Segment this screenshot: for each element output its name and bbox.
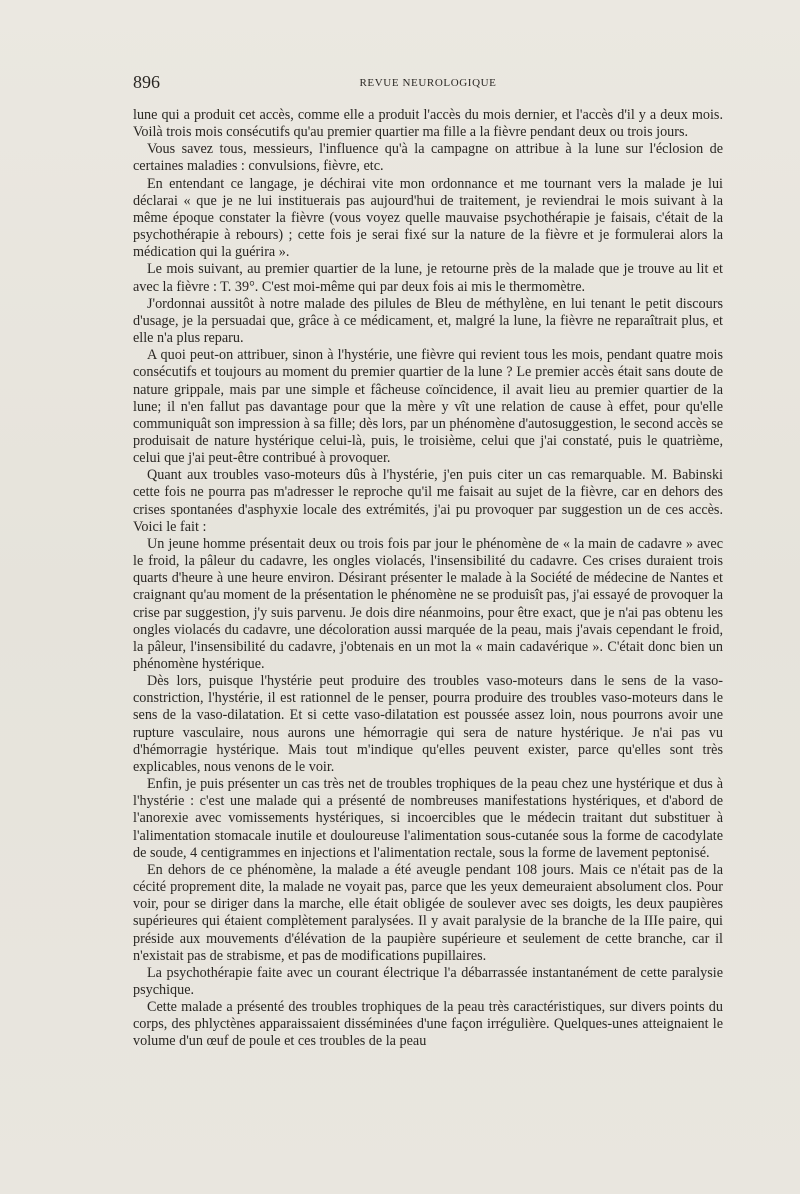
paragraph: Le mois suivant, au premier quartier de la lune, je retourne près de la malade que je trouve au lit et avec la fièvre : T. 39°. C'est moi-même qui par deux fois ai mis le thermomètre. xyxy=(133,261,723,295)
page-number: 896 xyxy=(133,72,160,92)
paragraph: En dehors de ce phénomène, la malade a été aveugle pendant 108 jours. Mais ce n'était pas de la cécité proprement dite, la malade ne voyait pas, parce que les yeux demeuraient absolument clos. Pour voir, pour se diriger dans la marche, elle était obligée de soulever avec ses doigts, les deux paupières supérieures qui étaient complètement paralysées. Il y avait paralysie de la branche de la IIIe paire, qui préside aux mouvements d'élévation de la paupière supérieure et seulement de cette branche, car il n'existait pas de strabisme, et pas de modifications pupillaires. xyxy=(133,861,723,964)
paragraph: Quant aux troubles vaso-moteurs dûs à l'hystérie, j'en puis citer un cas remarquable. M. Babinski cette fois ne pourra pas m'adresser le reproche qu'il me faisait au sujet de la fièvre, car en dehors des crises spontanées d'asphyxie locale des extrémités, j'ai pu provoquer par suggestion un de ces accès. Voici le fait : xyxy=(133,467,723,535)
page-header xyxy=(133,72,723,96)
paragraph: En entendant ce langage, je déchirai vite mon ordonnance et me tournant vers la malade je lui déclarai « que je ne lui instituerais pas aujourd'hui de traitement, je reviendrai le mois suivant à la même époque constater la fièvre (vous voyez quelle mauvaise psychothérapie je faisais, c'était de la psychothérapie à rebours) ; cette fois je serai fixé sur la nature de la fièvre et je formulerai alors la médication qui la guérira ». xyxy=(133,175,723,261)
paragraph: La psychothérapie faite avec un courant électrique l'a débarrassée instantanément de cette paralysie psychique. xyxy=(133,964,723,998)
paragraph: Cette malade a présenté des troubles trophiques de la peau très caractéristiques, sur divers points du corps, des phlyctènes apparaissaient disséminées d'une façon irrégulière. Quelques-unes atteignaient le volume d'un œuf de poule et ces troubles de la peau xyxy=(133,999,723,1050)
article-body xyxy=(133,107,723,1051)
paragraph: Dès lors, puisque l'hystérie peut produire des troubles vaso-moteurs dans le sens de la vaso-constriction, l'hystérie, il est rationnel de le penser, pourra produire des troubles vaso-moteurs dans le sens de la vaso-dilatation. Et si cette vaso-dilatation est poussée assez loin, nous pourrons avoir une rupture vasculaire, nous aurons une hémorragie qui sera de nature hystérique. Je n'ai pas vu d'hémorragie hystérique. Mais tout m'indique qu'elles peuvent exister, parce qu'elles sont très explicables, nous venons de le voir. xyxy=(133,673,723,775)
paragraph: lune qui a produit cet accès, comme elle a produit l'accès du mois dernier, et l'accès d'il y a deux mois. Voilà trois mois consécutifs qu'au premier quartier ma fille a la fièvre pendant deux ou trois jours. xyxy=(133,107,723,141)
paragraph: Vous savez tous, messieurs, l'influence qu'à la campagne on attribue à la lune sur l'éclosion de certaines maladies : convulsions, fièvre, etc. xyxy=(133,141,723,175)
running-head: REVUE NEUROLOGIQUE xyxy=(359,77,497,89)
paragraph: J'ordonnai aussitôt à notre malade des pilules de Bleu de méthylène, en lui tenant le petit discours d'usage, je la persuadai que, grâce à ce médicament, et, malgré la lune, la fièvre ne reparaîtrait plus, et elle n'a plus reparu. xyxy=(133,295,723,347)
paragraph: A quoi peut-on attribuer, sinon à l'hystérie, une fièvre qui revient tous les mois, pendant quatre mois consécutifs et toujours au moment du premier quartier de la lune ? Le premier accès était sans doute de nature grippale, mais par une simple et fâcheuse coïncidence, il avait lieu au premier quartier de la lune; il n'en fallut pas davantage pour que la mère y vît une relation de cause à effet, pour qu'elle communiquât son impression à sa fille; dès lors, par un phénomène d'autosuggestion, le second accès se produisait de nature hystérique celui-là, puis, le troisième, celui que j'ai constaté, puis le quatrième, celui que j'ai peut-être contribué à provoquer. xyxy=(133,347,724,467)
paragraph: Un jeune homme présentait deux ou trois fois par jour le phénomène de « la main de cadavre » avec le froid, la pâleur du cadavre, les ongles violacés, l'insensibilité du cadavre. Ces crises duraient trois quarts d'heure à une heure environ. Désirant présenter le malade à la Société de médecine de Nantes et craignant qu'au moment de la présentation le phénomène ne se produisît pas, j'ai essayé de provoquer la crise par suggestion, j'y suis parvenu. Je dois dire néanmoins, pour être exact, que je n'ai pas obtenu les ongles violacés du cadavre, une décoloration aussi marquée de la peau, mais j'avais cependant le froid, la pâleur, l'insensibilité du cadavre, j'obtenais en un mot la « main cadavérique ». C'était donc bien un phénomène hystérique. xyxy=(133,535,723,672)
paragraph: Enfin, je puis présenter un cas très net de troubles trophiques de la peau chez une hystérique et dus à l'hystérie : c'est une malade qui a présenté de nombreuses manifestations hystériques, et d'abord de l'anorexie avec vomissements hystériques, si incoercibles que le médecin traitant dut substituer à l'alimentation stomacale inutile et douloureuse l'alimentation sous-cutanée sous la forme de cacodylate de soude, 4 centigrammes en injections et l'alimentation rectale, sous la forme de lavement peptonisé. xyxy=(133,776,723,861)
